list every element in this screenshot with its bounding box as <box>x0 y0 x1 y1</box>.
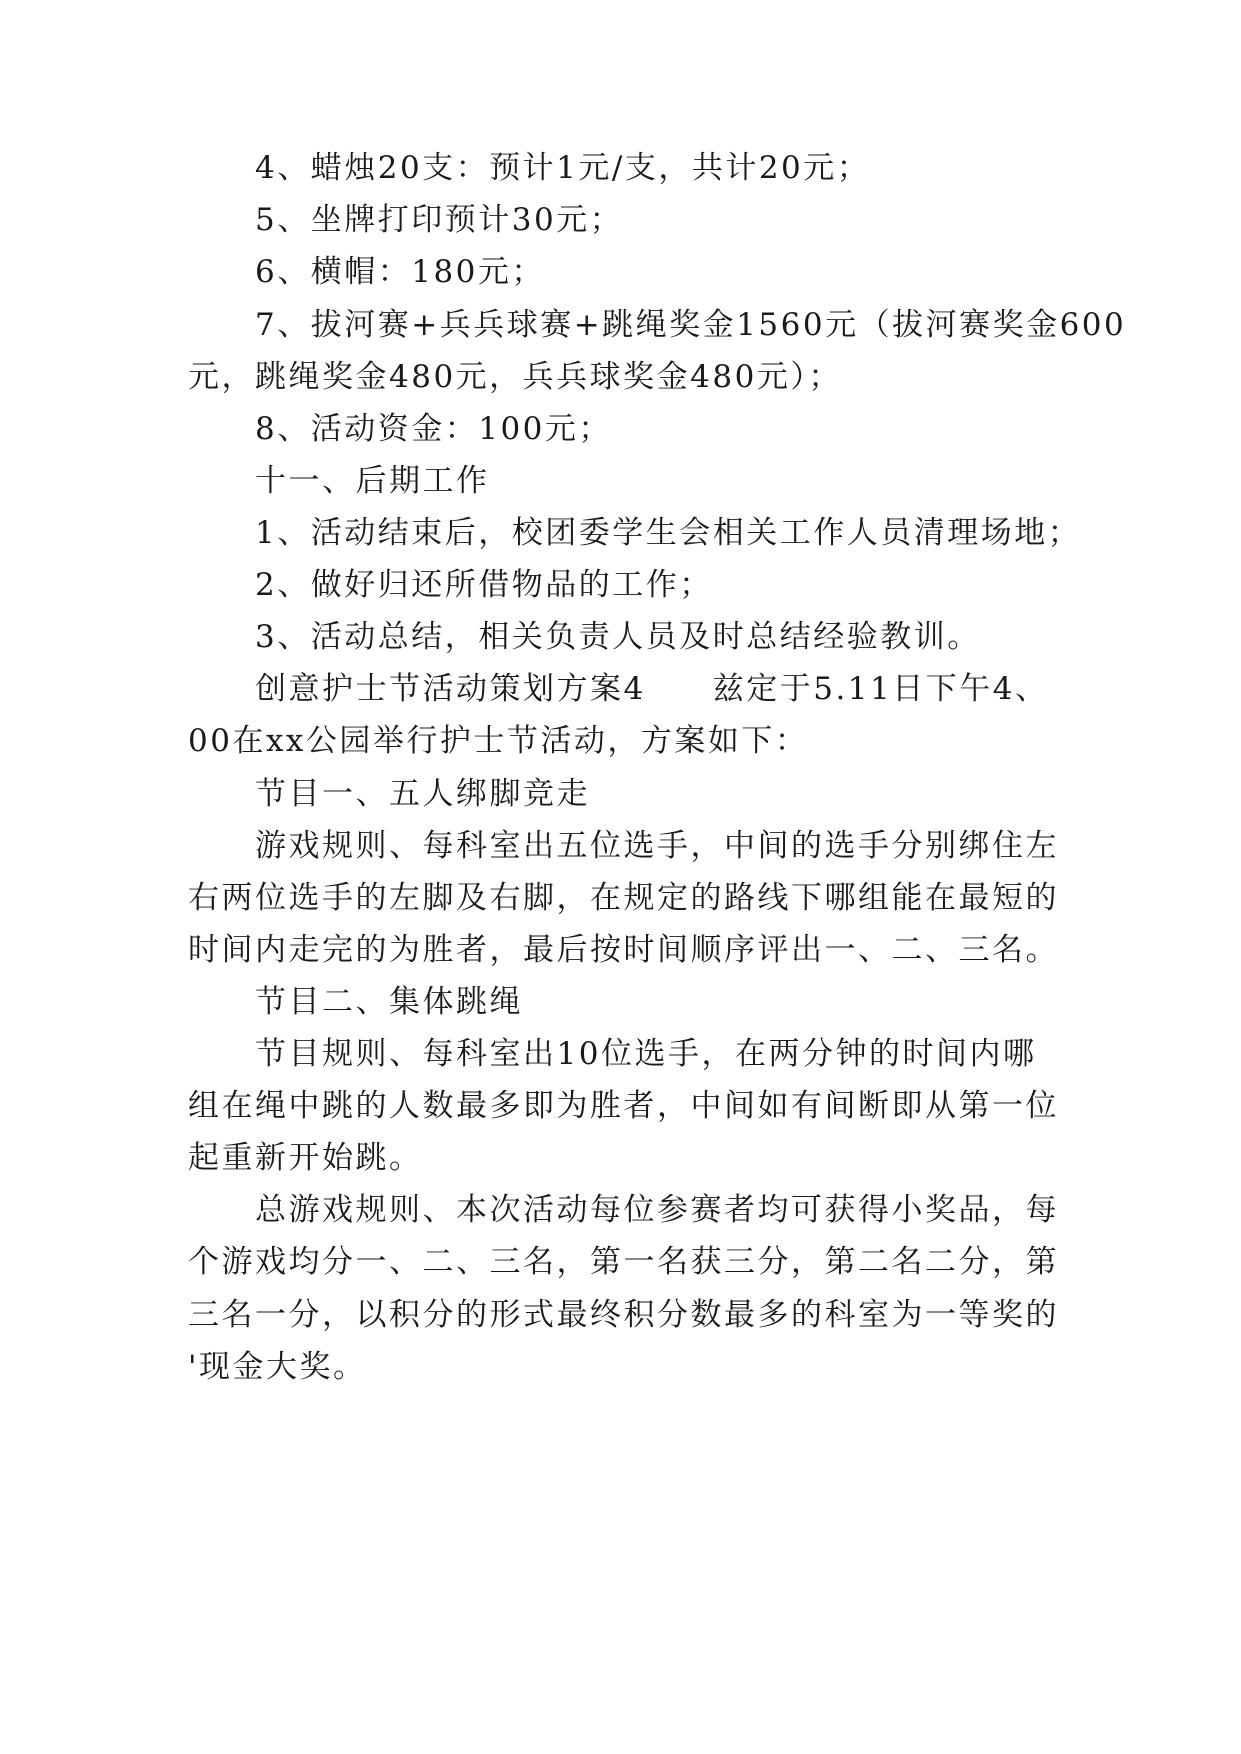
overall-rule-line-4: '现金大奖。 <box>188 1349 367 1385</box>
program-2-rule-line-1: 节目规则、每科室出10位选手，在两分钟的时间内哪 <box>255 1036 1037 1072</box>
budget-item-5: 5、坐牌打印预计30元； <box>255 202 624 238</box>
section-heading-followup: 十一、后期工作 <box>255 463 490 499</box>
followup-item-3: 3、活动总结，相关负责人员及时总结经验教训。 <box>255 619 981 655</box>
budget-item-7-line-1: 7、拔河赛+兵兵球赛+跳绳奖金1560元（拔河赛奖金600 <box>255 307 1127 343</box>
followup-item-2: 2、做好归还所借物品的工作； <box>255 567 713 603</box>
budget-item-4: 4、蜡烛20支：预计1元/支，共计20元； <box>255 150 871 186</box>
program-2-title: 节目二、集体跳绳 <box>255 984 523 1020</box>
program-1-title: 节目一、五人绑脚竞走 <box>255 776 590 812</box>
overall-rule-line-1: 总游戏规则、本次活动每位参赛者均可获得小奖品，每 <box>255 1192 1059 1228</box>
plan-intro-line-1: 创意护士节活动策划方案4 兹定于5.11日下午4、 <box>255 671 1049 707</box>
program-2-rule-line-3: 起重新开始跳。 <box>188 1140 423 1176</box>
program-1-rule-line-1: 游戏规则、每科室出五位选手，中间的选手分别绑住左 <box>255 828 1059 864</box>
followup-item-1: 1、活动结束后，校团委学生会相关工作人员清理场地； <box>255 515 1082 551</box>
overall-rule-line-2: 个游戏均分一、二、三名，第一名获三分，第二名二分，第 <box>188 1244 1059 1280</box>
plan-intro-line-2: 00在xx公园举行护士节活动，方案如下： <box>188 723 809 759</box>
budget-item-6: 6、横帽：180元； <box>255 254 545 290</box>
program-2-rule-line-2: 组在绳中跳的人数最多即为胜者，中间如有间断即从第一位 <box>188 1088 1059 1124</box>
program-1-rule-line-3: 时间内走完的为胜者，最后按时间顺序评出一、二、三名。 <box>188 932 1059 968</box>
budget-item-7-line-2: 元，跳绳奖金480元，兵兵球奖金480元）； <box>188 359 842 395</box>
overall-rule-line-3: 三名一分，以积分的形式最终积分数最多的科室为一等奖的 <box>188 1297 1059 1333</box>
budget-item-8: 8、活动资金：100元； <box>255 411 612 447</box>
program-1-rule-line-2: 右两位选手的左脚及右脚，在规定的路线下哪组能在最短的 <box>188 880 1059 916</box>
